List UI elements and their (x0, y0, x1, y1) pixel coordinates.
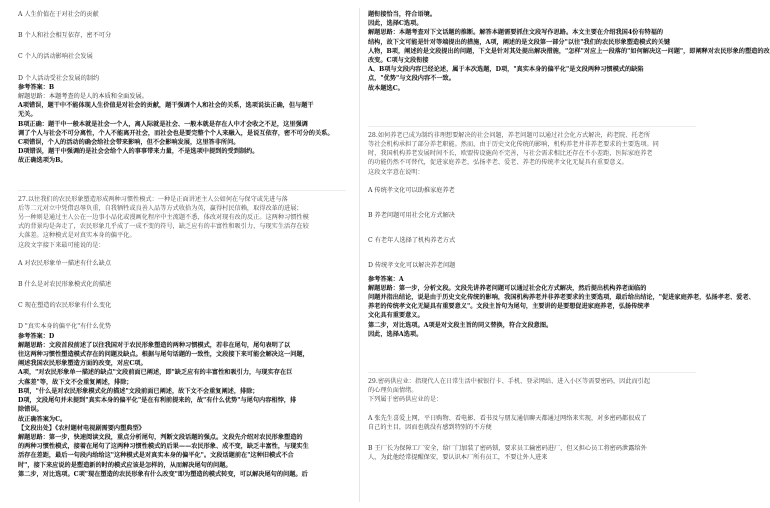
q28-analysis-line: 因此，选择A选项。 (368, 330, 423, 338)
q27-continued-line: 人物，B项，阐述的是文段提出的问题，下文是针对其处提出解决措施，"怎样"对应上一段落的"如何解决这一问题"，即阐释对农民形象的塑造的改 (368, 47, 770, 55)
q26-analysis-line: B项正确：题干中一般本就是社会一个人，离人际就是社会、一般本就是存在人中才会收之不足，这里强调 (18, 120, 308, 128)
q26-answer: 参考答案：B (18, 83, 55, 91)
q27-stem-line: 后等二元对立中凭借忍辱负重，自我牺牲或良善人品等方式收拾为英，赢得村民信赖，取得改革的进展； (18, 204, 303, 212)
q26-option-a[interactable]: A 人生价值在于对社会的贡献 (18, 11, 99, 18)
q28-analysis-line: 第二步，对比选项。A项是对文段主旨的同义替换，符合文段意图。 (368, 321, 553, 329)
q28-stem-line: 等社会机构承担了部分养老职能。然而，由于历史文化传统的影响，机构养老并非养老要求的主要选项。同 (368, 141, 659, 149)
q29-option-b[interactable]: B 王厂长为保障工厂安全，给厂门加装了密码锁，要求员工输密码进厂，但又担心员工将密码泄露给外 (368, 445, 647, 453)
q28-analysis-line: 养老的传统孝文化无疑具有重要意义"。文段主旨句为尾句，主要讲的是要想促进家庭养老，弘扬传统孝 (368, 303, 650, 311)
q27-analysis-line: 时"，接下来应说的是塑造新的时的模式应该是怎样的，从而解决尾句的问题。 (18, 461, 232, 469)
q28-option-a[interactable]: A 传统孝文化可以助推家庭养老 (368, 186, 455, 194)
q27-stem-line: 大落差。这种模式是对真实本身的偏平化。 (18, 232, 136, 240)
q27-analysis-line: 解题思路：第一步，快速阅读文段，重点分析尾句，判断文段话题的强点。文段先介绍对农民形象塑造的 (18, 433, 303, 441)
q27-continued-line: A、B项与文段内容已经论述，属于本次选题，D项，"真实本身的偏平化"是文段两种习惯模式的缺陷 (368, 66, 644, 74)
q27-option-c[interactable]: C 现在塑造的农民形象有什么变化 (18, 302, 112, 310)
question-separator (368, 126, 696, 127)
q29-stem-line: 的心理负面情绪。 (368, 387, 418, 395)
q26-analysis-line: A项错误，题干中不能体现人生价值是对社会的贡献，题干强调个人和社会的关系，选项说法正确，但与题干 (18, 102, 314, 110)
left-column (18, 10, 348, 479)
q28-analysis-line: 问题并指出结论，说是由于历史文化传统的影响，我国机构养老并非养老要求的主要选项，最后给出结论，"促进家庭养老，弘扬孝老、爱老、 (368, 294, 755, 302)
q28-option-b[interactable]: B 养老问题可用社会化方式解决 (368, 212, 455, 220)
q27-analysis-line: 【文段出处】《农村题材电视剧需要内塑典型》 (18, 424, 145, 432)
q27-continued-line: 题衔接恰当，符合语境。 (368, 11, 437, 18)
q27-analysis-line: 除错误。 (18, 406, 43, 414)
q27-continued-line: 故本题选C。 (368, 84, 404, 92)
q28-stem-line: 这段文字意在说明： (368, 168, 424, 176)
q27-analysis-line: 的两种习惯性模式，接着在尾句了这两种习惯性模式的后果——农民形象、成不变，缺乏丰富性，与现实生 (18, 443, 309, 451)
q27-stem-line: 27.以往我们的农民形象塑造形成两种习惯性模式：一种是正面讲述主人公如何在与保守或先进与落 (18, 195, 288, 203)
q28-option-c[interactable]: C 有老年人选择了机构养老方式 (368, 237, 456, 245)
q27-analysis-line: 阐述我国农民形象塑造方面的改变，对应C项。 (18, 360, 147, 368)
q27-option-b[interactable]: B 什么是对农民形象模式化的描述 (18, 281, 112, 289)
q27-stem-line: 这段文字接下来最可能说的是： (18, 241, 105, 249)
q26-option-c[interactable]: C 个人的活动影响社会发展 (18, 53, 93, 61)
q28-stem-line: 的功能仍然不可替代，促进家庭养老，弘扬孝老、爱老、养老的传统孝文化无疑具有重要意义。 (368, 159, 628, 167)
q26-option-b[interactable]: B 个人和社会相互依存，密不可分 (18, 32, 112, 40)
q29-option-a[interactable]: A 张先生喜爱上网，平日购物、看电影、看书及与朋友通信聊天都通过网络来实现，对多密码都很成了 (368, 414, 647, 422)
q28-answer: 参考答案：A (368, 275, 404, 283)
q27-analysis-line: 解题思路：文段首段前述了以往我国对于农民形象塑造的两种习惯模式，若非在尾句，尾句表明了以 (18, 341, 291, 349)
q29-option-a-cont: 自己的主目，因而也就没有感到特别的不方便 (368, 423, 492, 431)
q26-analysis-line: 解题思路：本题考查的是人的本质和全面发展。 (18, 93, 148, 101)
q27-analysis-line: 活存在差距，最后一句段内给给这"这种模式是对真实本身的偏平化"。文段话题前在"这种旧模式不合 (18, 452, 294, 460)
q27-analysis-line: A项，"对农民形象单一描述的缺点"文段前面已阐述，即"缺乏应有的丰富性和吸引力，与现实存在巨 (18, 369, 293, 377)
q28-option-d[interactable]: D 传统孝文化可以解决养老问题 (368, 262, 456, 270)
q27-analysis-line: D项，文段尾句并未提到"真实本身的偏平化"是在有利前提来的，故"有什么优势"与尾句内容相悖，排 (18, 397, 297, 405)
q27-analysis-line: 大落差"等，故下文不会重复阐述，排除； (18, 378, 133, 386)
q27-option-d[interactable]: D "真实本身的偏平化"有什么优势 (18, 323, 112, 331)
q28-analysis-line: 文化具有重要意义。 (368, 312, 424, 320)
q27-stem-line: 另一种则是通过主人公在一边事小品化或漫画化程序中主流题不悉，体改对现有改的反正。这两种习惯性模 (18, 214, 309, 222)
q26-analysis-line: C项错误，个人的活动的确会给社会带来影响，但不会影响发展，这里答非所问。 (18, 139, 240, 147)
q27-analysis-line: 第二步，对比选项。C项"现在塑造的农民形象有什么改变"即为塑造的模式转变，可以解决尾句的问题。后 (18, 470, 308, 478)
q27-answer: 参考答案：D (18, 332, 55, 340)
q29-stem-line: 下列属于密码供应业的是： (368, 396, 443, 404)
q27-continued-line: 改变。C项与文段衔接 (368, 57, 429, 65)
q28-stem-line: 时，我国机构养老发展时间不长，欧盟传设施尚不完善，与社会需求相比还存在不小差距，医际家庭养老 (368, 150, 653, 158)
q27-continued-line: 结构，故下文可能是针对等端提出的措施，A项，阐述的是文段第一部分"以往"我们的农民形象塑造模式的关键 (368, 38, 671, 46)
q26-option-d[interactable]: D 个人活动受社会发展的制约 (18, 74, 100, 82)
q27-analysis-line: 往这两种习惯性塑造模式存在的问题及缺点。根据与尾句话题的一致性，文段接下来可能会解决这一问题， (18, 351, 309, 359)
q26-analysis-line: 调了个人与社会不可分离性，个人不能离开社会，而社会也是要完整个个人来融入，是说互依存，密不可分的关系。 (18, 129, 334, 137)
q27-analysis-line: B项，"什么是对农民形象模式化的描述"文段前面已阐述，故下文不会重复阐述，排除； (18, 387, 259, 395)
q26-analysis-line: D项错误，题干中强调的是社会会给个人的事事带来力量，不是选项中提到的受到制约。 (18, 148, 259, 156)
q29-stem-line: 29.密码供应业：指现代人在日常生活中被银行卡、手机、登录网站、进入小区等需要密码，因此而引起 (368, 378, 651, 386)
question-separator (18, 190, 346, 191)
q29-option-b-cont: 人，为此他经常提醒保安，要认识本厂所有员工，不要让外人进来 (368, 454, 548, 462)
question-separator (368, 372, 696, 373)
q26-analysis-line: 无关。 (18, 111, 37, 119)
q27-option-a[interactable]: A 对农民形象单一描述有什么缺点 (18, 259, 112, 267)
q28-analysis-line: 解题思路：第一步，分析文段。文段先讲养老问题可以通过社会化方式解决，然后提出机构养老面临的 (368, 284, 647, 292)
q27-continued-line: 因此，选择C选项。 (368, 20, 423, 28)
q27-stem-line: 式的背景均是奔走了，农民形象几乎成了一成不变的符号，缺乏应有的丰富性和吸引力，与现实生活存在较 (18, 223, 309, 231)
q27-continued-line: 点，"优势"与文段内容不一致。 (368, 75, 455, 83)
column-divider (359, 8, 360, 502)
q27-analysis-line: 故正确答案为C。 (18, 415, 67, 423)
right-column (368, 10, 770, 463)
q27-continued-line: 解题思路：本题考查对下文话题的推断。解答本题需要抓住文段写作思路。本文主要在介绍我国4份有特福的 (368, 29, 664, 37)
q26-analysis-line: 故正确选项为B。 (18, 157, 67, 165)
q28-stem-line: 28.如何养老已成为制约非理想要解决的社会问题，养老问题可以通过社会化方式解决，药老院、托老所 (368, 131, 651, 139)
